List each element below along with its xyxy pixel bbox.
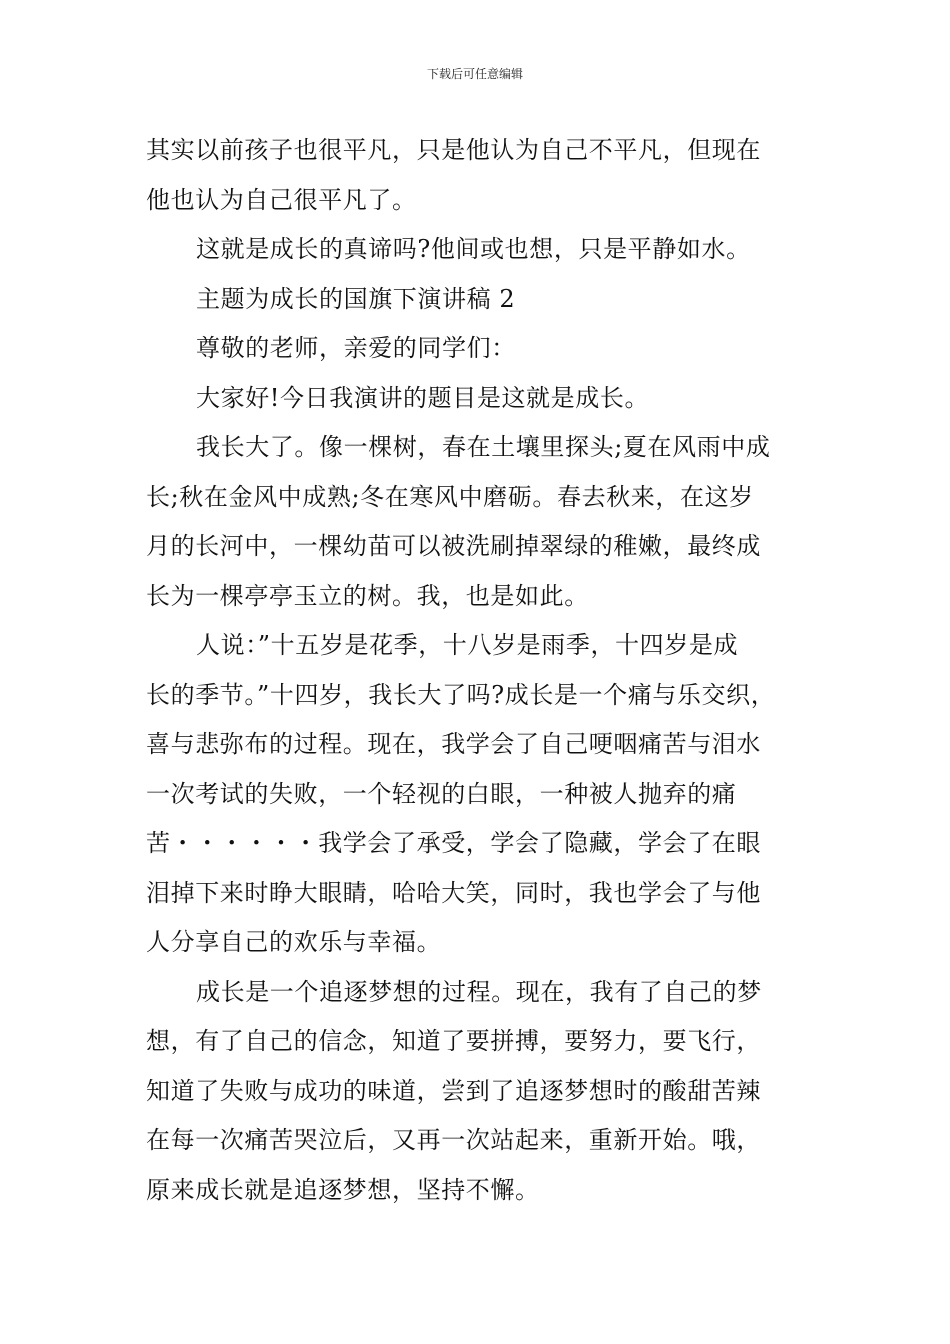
text-line: 他也认为自己很平凡了。	[146, 185, 417, 214]
text-line: 泪掉下来时睁大眼睛，哈哈大笑，同时，我也学会了与他	[146, 878, 761, 907]
text-line: 尊敬的老师，亲爱的同学们：	[196, 334, 516, 362]
text-line: 主题为成长的国旗下演讲稿 2	[196, 284, 516, 313]
text-line: 这就是成长的真谛吗?他间或也想，只是平静如水。	[196, 235, 751, 263]
text-line: 知道了失败与成功的味道，尝到了追逐梦想时的酸甜苦辣	[146, 1076, 761, 1105]
text-line: 原来成长就是追逐梦想，坚持不懈。	[146, 1175, 540, 1204]
text-line: 长;秋在金风中成熟;冬在寒风中磨砺。春去秋来，在这岁	[146, 482, 754, 511]
text-line: 人分享自己的欢乐与幸福。	[146, 928, 442, 956]
text-line: 大家好!今日我演讲的题目是这就是成长。	[196, 383, 650, 412]
text-line: 月的长河中，一棵幼苗可以被洗刷掉翠绿的稚嫩，最终成	[146, 532, 761, 560]
text-line: 在每一次痛苦哭泣后，又再一次站起来，重新开始。哦，	[146, 1126, 761, 1154]
header-note: 下载后可任意编辑	[426, 67, 523, 81]
text-line: 长的季节。”十四岁，我长大了吗?成长是一个痛与乐交织，	[146, 680, 776, 709]
text-line: 我长大了。像一棵树，春在土壤里探头;夏在风雨中成	[196, 433, 771, 461]
text-line: 想，有了自己的信念，知道了要拼搏，要努力，要飞行，	[146, 1027, 761, 1055]
text-line: 长为一棵亭亭玉立的树。我，也是如此。	[146, 581, 589, 610]
text-line: 人说：”十五岁是花季，十八岁是雨季，十四岁是成	[196, 631, 739, 659]
body-text	[146, 126, 836, 1215]
text-line: 成长是一个追逐梦想的过程。现在，我有了自己的梦	[196, 977, 762, 1006]
text-line: 喜与悲弥布的过程。现在，我学会了自己哽咽痛苦与泪水	[146, 730, 761, 758]
text-line: 其实以前孩子也很平凡，只是他认为自己不平凡，但现在	[146, 136, 761, 164]
text-line: 一次考试的失败，一个轻视的白眼，一种被人抛弃的痛	[146, 779, 737, 808]
text-line: 苦・・・・・・我学会了承受，学会了隐藏，学会了在眼	[146, 829, 761, 857]
